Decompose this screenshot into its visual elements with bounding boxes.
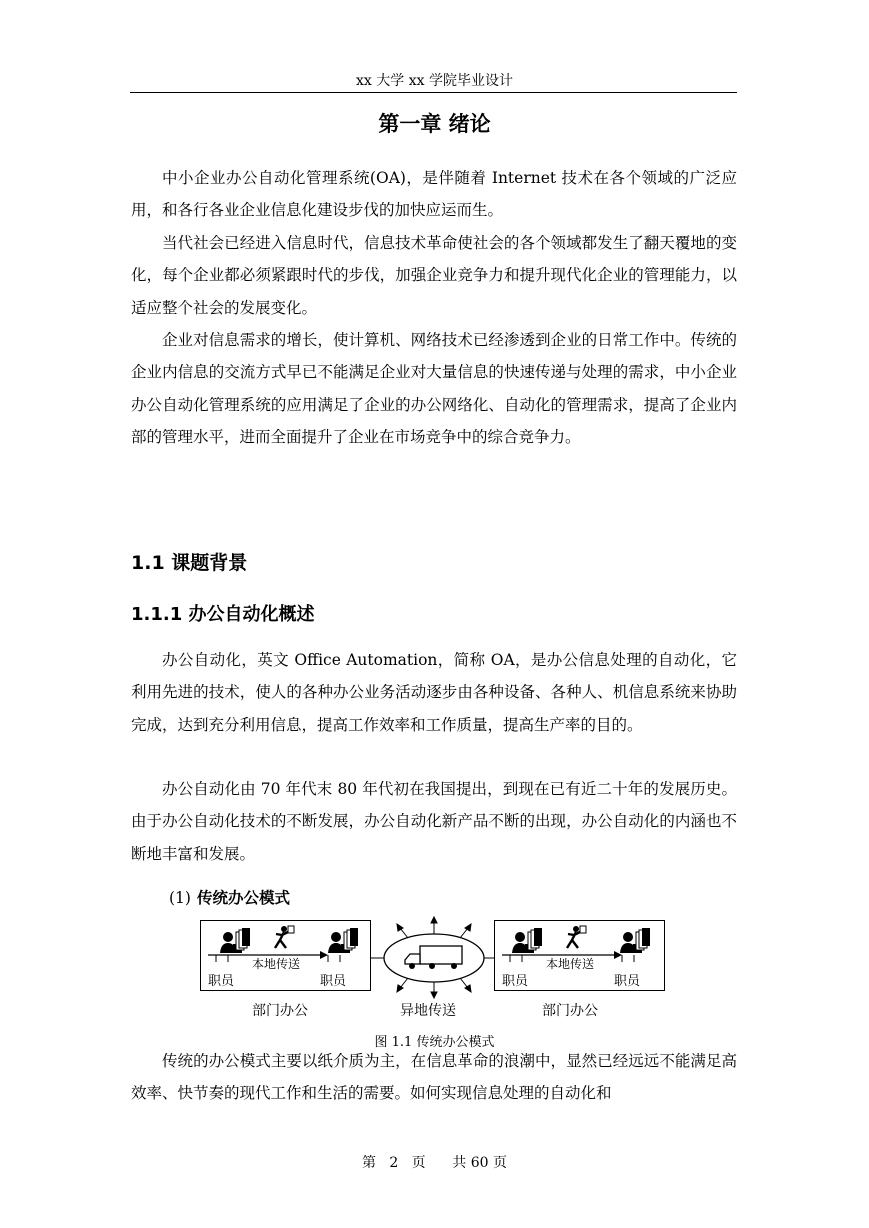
department-label: 部门办公 xyxy=(252,1003,308,1019)
staff-label: 职员 xyxy=(614,974,641,989)
header-divider xyxy=(130,92,737,93)
page-header: xx 大学 xx 学院毕业设计 xyxy=(356,73,513,89)
chapter-title: 第一章 绪论 xyxy=(378,112,491,136)
staff-label: 职员 xyxy=(502,974,529,989)
section-heading-1-1-1: 1.1.1 办公自动化概述 xyxy=(131,604,315,625)
subsection-heading xyxy=(169,886,290,908)
staff-label: 职员 xyxy=(208,974,235,989)
staff-label: 职员 xyxy=(320,974,347,989)
page-footer: 第 2 页 共 60 页 xyxy=(361,1155,508,1171)
subsection-title: 传统办公模式 xyxy=(196,889,290,907)
local-transfer-label: 本地传送 xyxy=(546,957,595,971)
traditional-office-diagram xyxy=(200,914,670,1026)
figure-caption: 图 1.1 传统办公模式 xyxy=(374,1035,495,1050)
section-heading-1-1: 1.1 课题背景 xyxy=(131,552,248,574)
oa-paragraph-1: 办公自动化，英文 Office Automation，简称 OA，是办公信息处理的自动化，它利用先进的技术，使人的各种办公业务活动逐步由各种设备、各种人、机信息系统来协助完成，达到充分利用信息，提高工作效率和工作质量，提高生产率的目的。 xyxy=(131,651,737,734)
local-transfer-label: 本地传送 xyxy=(252,957,301,971)
intro-paragraph-3: 企业对信息需求的增长，使计算机、网络技术已经渗透到企业的日常工作中。传统的企业内信息的交流方式早已不能满足企业对大量信息的快速传递与处理的需求，中小企业办公自动化管理系统的应用满足了企业的办公网络化、自动化的管理需求，提高了企业内部的管理水平，进而全面提升了企业在市场竞争中的综合竞争力。 xyxy=(131,331,737,446)
intro-paragraph-1: 中小企业办公自动化管理系统(OA)，是伴随着 Internet 技术在各个领域的广泛应用，和各行各业企业信息化建设步伐的加快应运而生。 xyxy=(131,169,737,220)
after-figure-paragraph: 传统的办公模式主要以纸介质为主，在信息革命的浪潮中，显然已经远远不能满足高效率、快节奏的现代工作和生活的需要。如何实现信息处理的自动化和 xyxy=(131,1052,737,1103)
subsection-number: (1) xyxy=(169,889,191,907)
remote-transfer-label: 异地传送 xyxy=(400,1003,456,1019)
department-label: 部门办公 xyxy=(542,1003,598,1019)
oa-paragraph-2: 办公自动化由 70 年代末 80 年代初在我国提出，到现在已有近二十年的发展历史。由于办公自动化技术的不断发展，办公自动化新产品不断的出现，办公自动化的内涵也不断地丰富和发展。 xyxy=(131,780,737,863)
intro-paragraph-2: 当代社会已经进入信息时代，信息技术革命使社会的各个领域都发生了翻天覆地的变化，每个企业都必须紧跟时代的步伐，加强企业竞争力和提升现代化企业的管理能力，以适应整个社会的发展变化。 xyxy=(131,234,737,317)
